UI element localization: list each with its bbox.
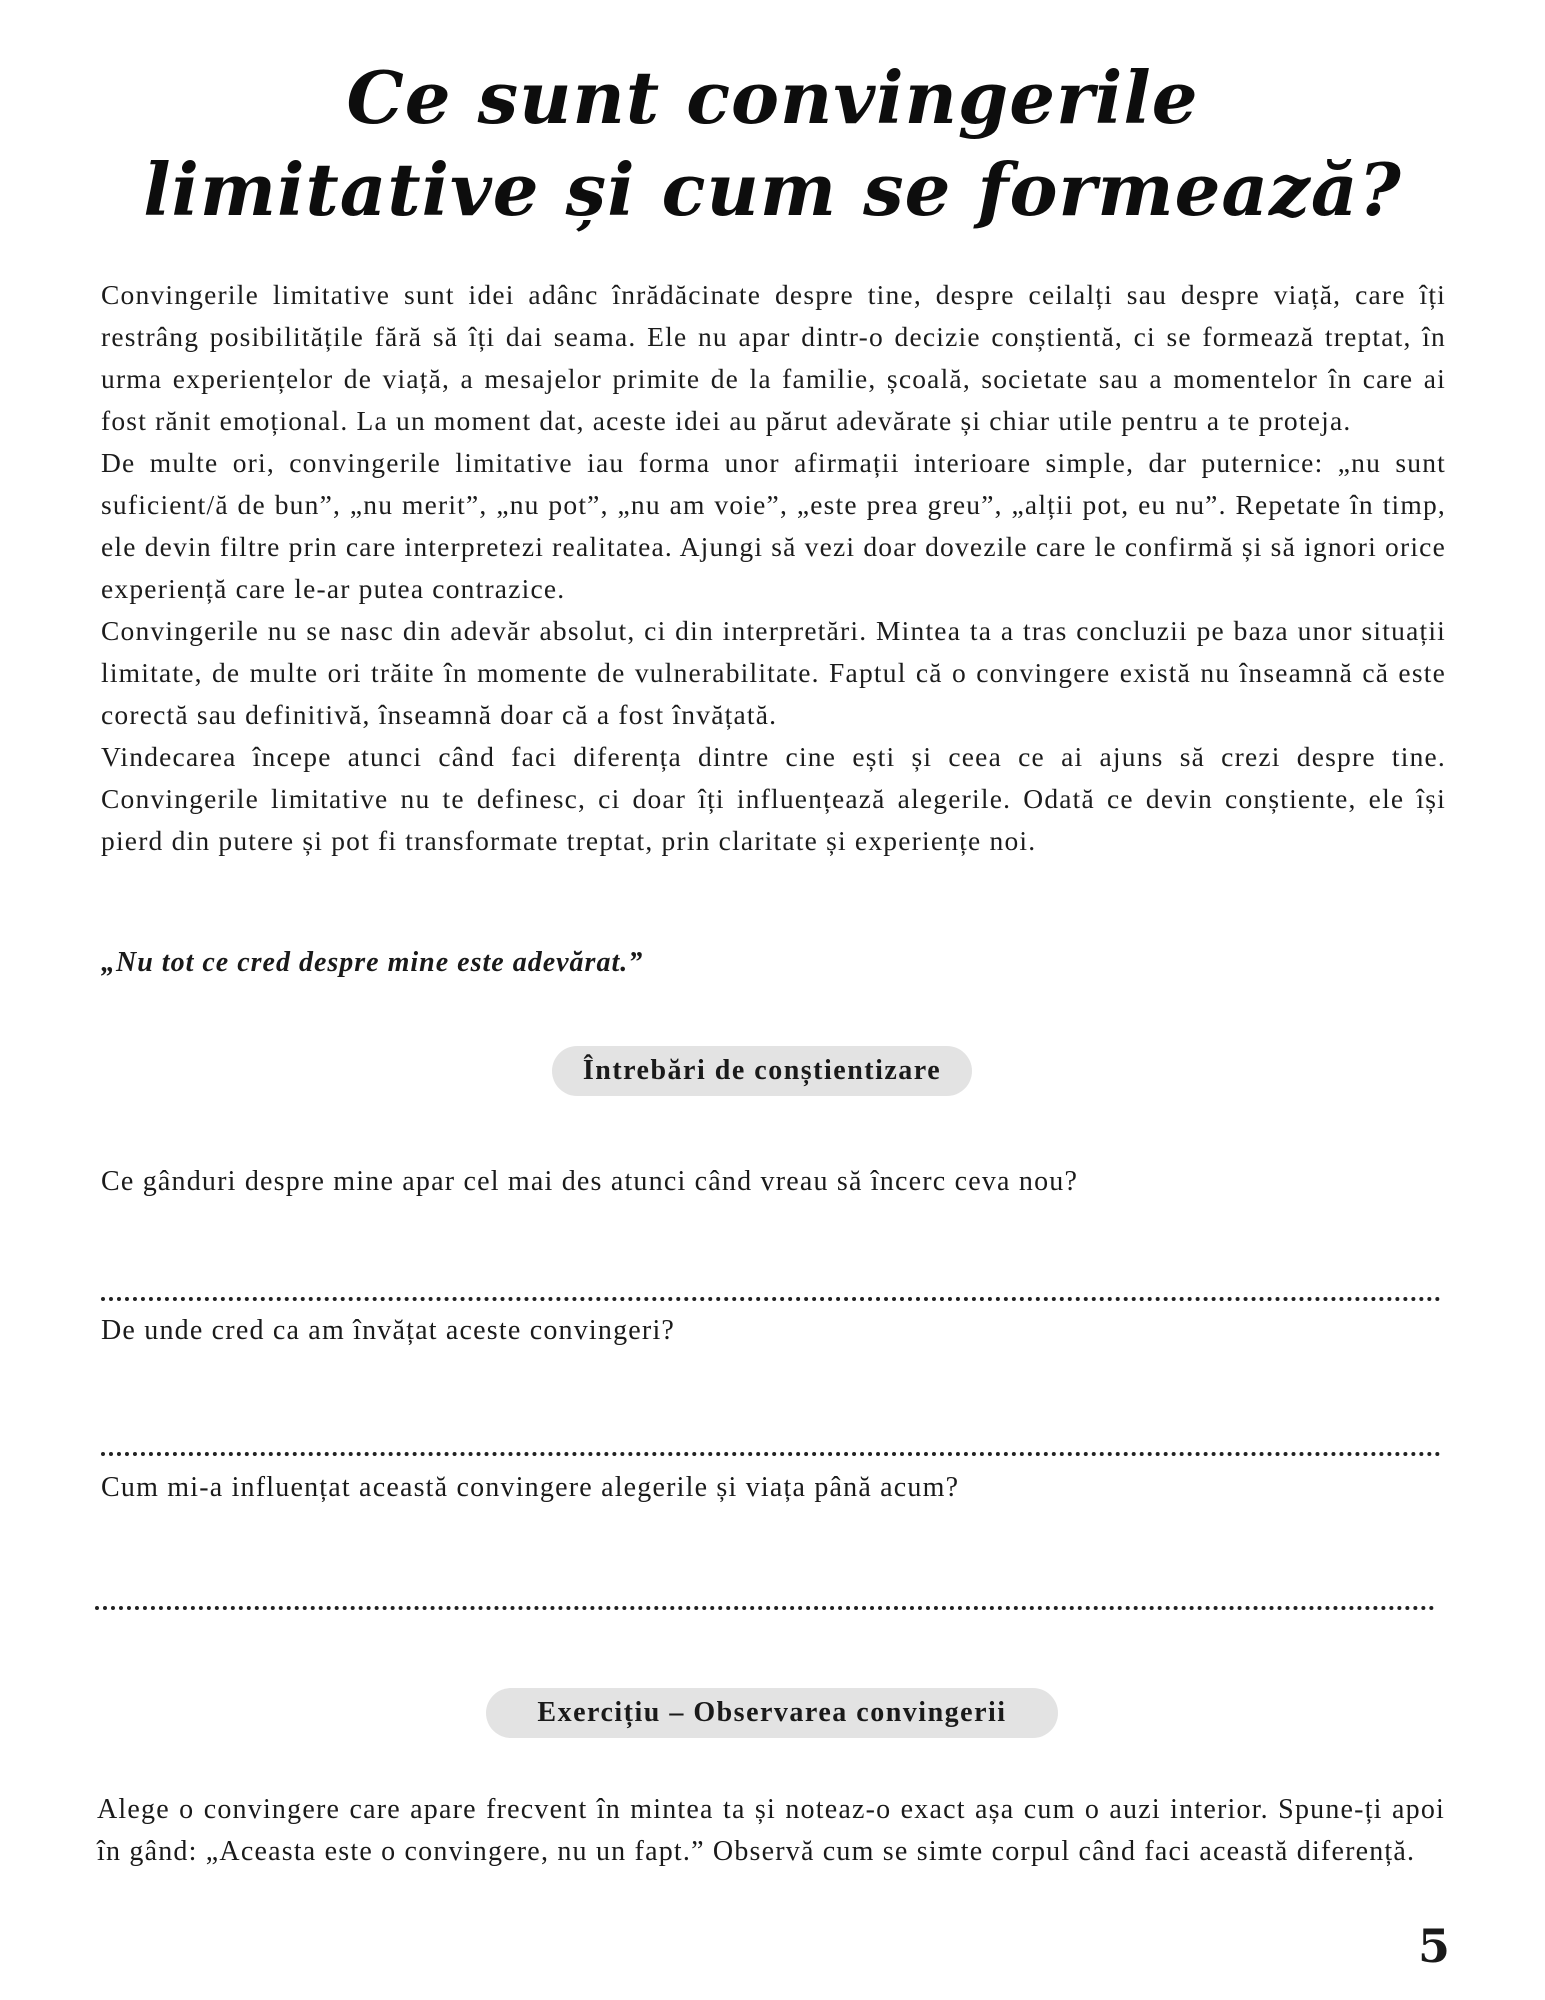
exercise-text: Alege o convingere care apare frecvent în mintea ta și noteaz-o exact așa cum o auzi interior. Spune-ți apoi în gând: „Aceasta este o convingere, nu un fapt.” Observă cum se simte corpul când faci această diferență. [97,1794,1445,1867]
question-1: Ce gânduri despre mine apar cel mai des atunci când vreau să încerc ceva nou? [101,1166,1079,1197]
intro-paragraph: De multe ori, convingerile limitative iau forma unor afirmații interioare simple, dar puternice: „nu sunt suficient/ă de bun”, „nu merit”, „nu pot”, „nu am voie”, „este prea greu”, „alții pot, eu nu”. Repetate în timp, ele devin filtre prin care interpretezi realitatea. Ajungi să vezi doar dovezile care le confirmă și să ignori orice experiență care le-ar putea contrazice. [101,447,1446,604]
exercise-section-heading: Exercițiu – Observarea convingerii [486,1688,1058,1738]
page-number: 5 [1418,1919,1451,1973]
intro-paragraph: Convingerile limitative sunt idei adânc înrădăcinate despre tine, despre ceilalți sau despre viață, care îți restrâng posibilitățile fără să îți dai seama. Ele nu apar dintr-o decizie conștientă, ci se formează treptat, în urma experiențelor de viață, a mesajelor primite de la familie, școală, societate sau a momentelor în care ai fost rănit emoțional. La un moment dat, aceste idei au părut adevărate și chiar utile pentru a te proteja. [101,279,1446,436]
question-3: Cum mi-a influențat această convingere alegerile și viața până acum? [101,1472,960,1503]
intro-paragraph: Vindecarea începe atunci când faci diferența dintre cine ești și ceea ce ai ajuns să crezi despre tine. Convingerile limitative nu te definesc, ci doar îți influențează alegerile. Odată ce devin conștiente, ele își pierd din putere și pot fi transformate treptat, prin claritate și experiențe noi. [101,741,1446,856]
answer-line-1[interactable] [101,1297,1441,1301]
question-2: De unde cred ca am învățat aceste convingeri? [101,1315,676,1346]
intro-paragraph: Convingerile nu se nasc din adevăr absolut, ci din interpretări. Mintea ta a tras concluzii pe baza unor situații limitate, de multe ori trăite în momente de vulnerabilitate. Faptul că o convingere există nu înseamnă că este corectă sau definitivă, înseamnă doar că a fost învățată. [101,615,1446,730]
intro-text [101,274,1446,862]
page-title: Ce sunt convingerile limitative și cum se formează? [143,55,1402,232]
affirmation-quote: „Nu tot ce cred despre mine este adevărat.” [101,947,644,978]
answer-line-2[interactable] [101,1452,1441,1456]
answer-line-3[interactable] [95,1606,1435,1610]
awareness-section-heading: Întrebări de conștientizare [552,1046,972,1096]
